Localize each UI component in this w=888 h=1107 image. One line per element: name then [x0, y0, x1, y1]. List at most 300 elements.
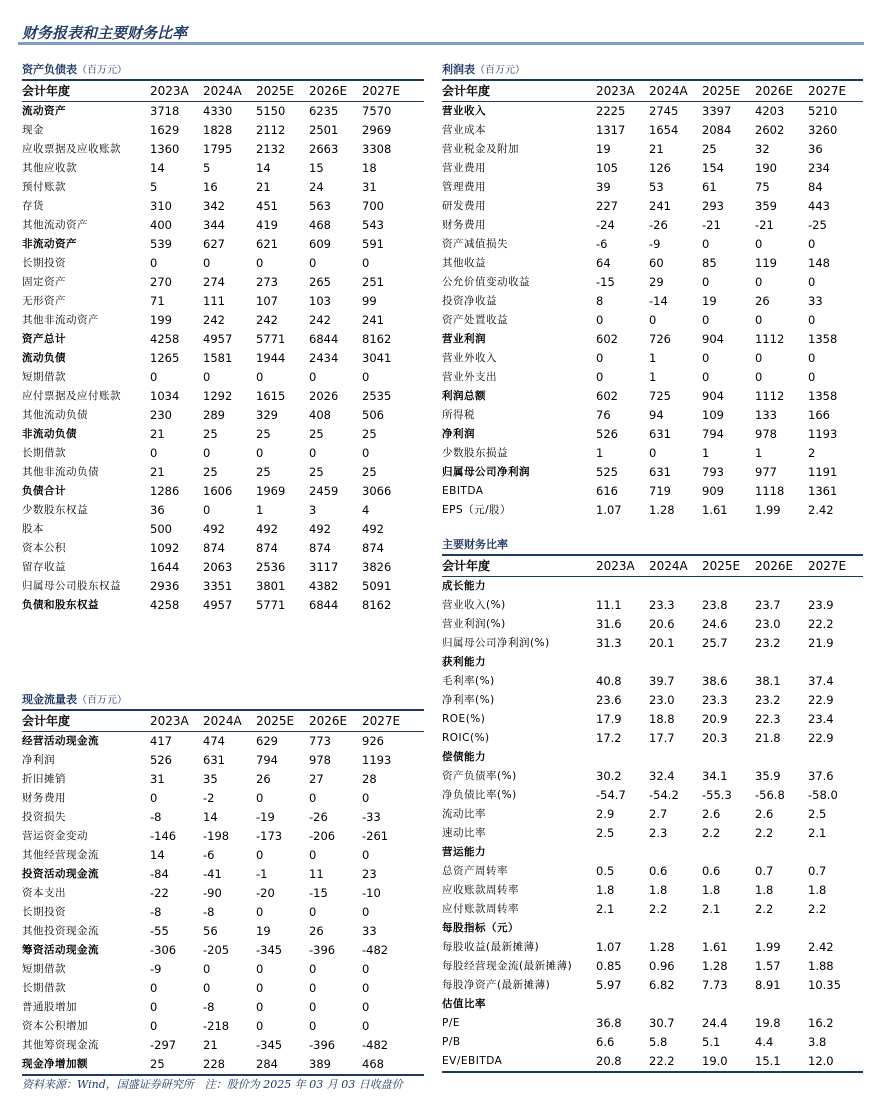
cell-value: -8: [203, 1000, 215, 1014]
row-label: 资产减值损失: [442, 238, 508, 250]
cell-value: 0: [309, 1019, 317, 1033]
cell-value: 2.9: [596, 807, 615, 821]
cell-value: 2084: [702, 123, 732, 137]
cell-value: 629: [256, 734, 278, 748]
cell-value: -8: [203, 905, 215, 919]
ratios-header-row: [442, 555, 863, 577]
row-label: 归属母公司股东权益: [22, 580, 121, 592]
cell-value: 35: [203, 772, 218, 786]
row-label: 其他筹资现金流: [22, 1039, 99, 1051]
cell-value: 2969: [362, 123, 392, 137]
cell-value: 3.8: [808, 1035, 827, 1049]
table-row: [442, 425, 863, 444]
row-label: 长期借款: [22, 447, 66, 459]
cell-value: -21: [702, 218, 721, 232]
table-row: [442, 1014, 863, 1033]
cell-value: 15: [309, 161, 324, 175]
cell-value: 0: [256, 256, 264, 270]
table-row: [22, 235, 424, 254]
cell-value: 539: [150, 237, 172, 251]
row-label: 营业收入: [442, 105, 486, 117]
cell-value: 0: [256, 791, 264, 805]
cell-value: [596, 995, 649, 1014]
column-header-label: 会计年度: [22, 80, 150, 102]
cell-value: 4.4: [755, 1035, 774, 1049]
row-label: 归属母公司净利润(%): [442, 637, 550, 649]
cell-value: 0: [649, 313, 657, 327]
table-row: [442, 881, 863, 900]
cell-value: 31.3: [596, 636, 622, 650]
cell-value: [649, 995, 702, 1014]
cell-value: 2535: [362, 389, 392, 403]
table-row: [22, 444, 424, 463]
table-row: [442, 235, 863, 254]
cell-value: 3801: [256, 579, 286, 593]
table-row: [22, 558, 424, 577]
cell-value: 23.2: [755, 636, 781, 650]
cell-value: 0.6: [649, 864, 668, 878]
cell-value: 105: [596, 161, 618, 175]
cell-value: -15: [309, 886, 328, 900]
cell-value: 17.2: [596, 731, 622, 745]
cell-value: [808, 843, 863, 862]
cell-value: 25: [362, 427, 377, 441]
cell-value: 0: [362, 370, 370, 384]
cell-value: 492: [256, 522, 278, 536]
table-row: [442, 121, 863, 140]
cell-value: -19: [256, 810, 275, 824]
column-header-year: 2027E: [362, 710, 424, 732]
row-label: 净利润: [442, 428, 475, 440]
row-label: 营运资金变动: [22, 830, 88, 842]
cell-value: 468: [309, 218, 331, 232]
cell-value: 21: [649, 142, 664, 156]
cell-value: 631: [649, 427, 671, 441]
cell-value: -2: [203, 791, 215, 805]
table-row: [442, 995, 863, 1014]
row-label: 少数股东损益: [442, 447, 508, 459]
cell-value: 0: [362, 446, 370, 460]
table-row: [22, 751, 424, 770]
cell-value: 1034: [150, 389, 180, 403]
cell-value: 19: [256, 924, 271, 938]
table-row: [442, 178, 863, 197]
cell-value: 344: [203, 218, 225, 232]
cell-value: 0: [256, 370, 264, 384]
table-row: [22, 197, 424, 216]
cell-value: [808, 995, 863, 1014]
table-row: [442, 843, 863, 862]
cell-value: [702, 995, 755, 1014]
table-row: [442, 501, 863, 520]
cell-value: 2.7: [649, 807, 668, 821]
cell-value: 11: [309, 867, 324, 881]
income-statement-title: [442, 61, 863, 79]
cell-value: -297: [150, 1038, 177, 1052]
cell-value: 23.9: [808, 598, 834, 612]
column-header-year: 2027E: [362, 80, 424, 102]
table-row: [442, 615, 863, 634]
row-label: 少数股东权益: [22, 504, 88, 516]
cell-value: 0: [702, 370, 710, 384]
income-statement-title-text: 利润表: [442, 63, 475, 76]
cell-value: 1969: [256, 484, 286, 498]
cell-value: -205: [203, 943, 230, 957]
cell-value: 408: [309, 408, 331, 422]
cell-value: 0: [755, 351, 763, 365]
cell-value: -482: [362, 1038, 389, 1052]
table-row: [22, 903, 424, 922]
cell-value: 0: [362, 962, 370, 976]
cell-value: 1292: [203, 389, 233, 403]
row-label: 其他流动资产: [22, 219, 88, 231]
cell-value: 23.3: [649, 598, 675, 612]
cell-value: -345: [256, 1038, 283, 1052]
row-label: 估值比率: [442, 998, 486, 1010]
cell-value: 874: [309, 541, 331, 555]
table-row: [22, 311, 424, 330]
cell-value: 103: [309, 294, 331, 308]
cell-value: 22.2: [808, 617, 834, 631]
cell-value: 0: [256, 1000, 264, 1014]
table-row: [22, 254, 424, 273]
cell-value: -396: [309, 1038, 336, 1052]
cell-value: 25: [309, 465, 324, 479]
balance-sheet-unit: （百万元）: [77, 65, 127, 76]
cell-value: 2.2: [649, 902, 668, 916]
cell-value: 474: [203, 734, 225, 748]
cell-value: 977: [755, 465, 777, 479]
cell-value: 39.7: [649, 674, 675, 688]
row-label: 现金: [22, 124, 44, 136]
table-row: [22, 159, 424, 178]
row-label: 净利率(%): [442, 694, 495, 706]
cell-value: 25: [362, 465, 377, 479]
cell-value: 23.7: [755, 598, 781, 612]
table-row: [442, 900, 863, 919]
cell-value: -56.8: [755, 788, 785, 802]
table-row: [442, 957, 863, 976]
cell-value: 37.4: [808, 674, 834, 688]
cell-value: -10: [362, 886, 381, 900]
cell-value: 251: [362, 275, 384, 289]
cell-value: 5771: [256, 598, 286, 612]
cell-value: 5.1: [702, 1035, 721, 1049]
table-row: [22, 349, 424, 368]
cell-value: -218: [203, 1019, 230, 1033]
cell-value: 19: [702, 294, 717, 308]
cell-value: 25: [702, 142, 717, 156]
cell-value: -198: [203, 829, 230, 843]
column-header-year: 2024A: [203, 710, 256, 732]
table-row: [22, 463, 424, 482]
table-row: [22, 368, 424, 387]
row-label: 财务费用: [22, 792, 66, 804]
row-label: ROIC(%): [442, 732, 490, 744]
column-header-label: 会计年度: [442, 555, 596, 577]
table-row: [22, 846, 424, 865]
column-header-year: 2027E: [808, 555, 863, 577]
cell-value: [702, 843, 755, 862]
column-header-year: 2024A: [649, 555, 702, 577]
cell-value: 21: [256, 180, 271, 194]
cell-value: 25: [256, 465, 271, 479]
column-header-year: 2025E: [702, 80, 755, 102]
table-row: [442, 311, 863, 330]
cell-value: -8: [150, 810, 162, 824]
row-label: 投资活动现金流: [22, 868, 99, 880]
cell-value: [755, 995, 808, 1014]
cell-value: 1.07: [596, 503, 622, 517]
cell-value: 21: [150, 427, 165, 441]
cell-value: 11.1: [596, 598, 622, 612]
cell-value: 631: [649, 465, 671, 479]
row-label: 毛利率(%): [442, 675, 495, 687]
table-row: [22, 330, 424, 349]
cell-value: 21: [150, 465, 165, 479]
cell-value: 417: [150, 734, 172, 748]
cell-value: 1654: [649, 123, 679, 137]
cell-value: 0: [755, 237, 763, 251]
cell-value: 0: [309, 848, 317, 862]
cell-value: 5091: [362, 579, 392, 593]
cell-value: 2434: [309, 351, 339, 365]
cell-value: 5.97: [596, 978, 622, 992]
cell-value: 2112: [256, 123, 286, 137]
cell-value: 16.2: [808, 1016, 834, 1030]
cell-value: 5: [150, 180, 158, 194]
cell-value: 126: [649, 161, 671, 175]
row-label: 现金净增加额: [22, 1055, 150, 1075]
cell-value: 2.1: [702, 902, 721, 916]
cell-value: 7.73: [702, 978, 728, 992]
cell-value: -33: [362, 810, 381, 824]
cell-value: 61: [702, 180, 717, 194]
table-row: [442, 748, 863, 767]
cashflow-section: [22, 691, 424, 1076]
cell-value: 76: [596, 408, 611, 422]
cell-value: 2.1: [596, 902, 615, 916]
cell-value: 0.7: [755, 864, 774, 878]
cell-value: 0: [203, 503, 211, 517]
cell-value: 616: [596, 484, 618, 498]
cell-value: [808, 919, 863, 938]
cell-value: 2132: [256, 142, 286, 156]
row-label: 营业成本: [442, 124, 486, 136]
cell-value: -22: [150, 886, 169, 900]
cell-value: 909: [702, 484, 724, 498]
cell-value: 31: [362, 180, 377, 194]
cell-value: 25.7: [702, 636, 728, 650]
row-label: 折旧摊销: [22, 773, 66, 785]
cell-value: 293: [702, 199, 724, 213]
cell-value: 0: [150, 256, 158, 270]
cell-value: 5210: [808, 104, 838, 118]
cell-value: 21.9: [808, 636, 834, 650]
cell-value: 274: [203, 275, 225, 289]
cell-value: 1: [596, 446, 604, 460]
cell-value: 5771: [256, 332, 286, 346]
row-label: 财务费用: [442, 219, 486, 231]
cell-value: 725: [649, 389, 671, 403]
cell-value: [702, 919, 755, 938]
cell-value: 0: [362, 1000, 370, 1014]
cell-value: 0: [256, 1019, 264, 1033]
cell-value: 0: [150, 446, 158, 460]
table-row: [442, 919, 863, 938]
cell-value: 5: [203, 161, 211, 175]
cell-value: 18.8: [649, 712, 675, 726]
column-header-year: 2024A: [203, 80, 256, 102]
cell-value: 0: [150, 981, 158, 995]
row-label: 留存收益: [22, 561, 66, 573]
column-header-year: 2026E: [755, 80, 808, 102]
cell-value: 31.6: [596, 617, 622, 631]
table-row: [442, 387, 863, 406]
cell-value: 1317: [596, 123, 626, 137]
cell-value: 230: [150, 408, 172, 422]
cell-value: 84: [808, 180, 823, 194]
cell-value: 0: [755, 275, 763, 289]
cell-value: 0: [309, 905, 317, 919]
row-label: EV/EBITDA: [442, 1052, 596, 1072]
row-label: 净利润: [22, 754, 55, 766]
cell-value: 1112: [755, 332, 785, 346]
row-label: 获利能力: [442, 656, 486, 668]
cell-value: 166: [808, 408, 830, 422]
cell-value: 19: [596, 142, 611, 156]
row-label: 短期借款: [22, 371, 66, 383]
table-row: [22, 482, 424, 501]
balance-sheet-title: [22, 61, 424, 79]
cell-value: 33: [808, 294, 823, 308]
cell-value: 400: [150, 218, 172, 232]
row-label: ROE(%): [442, 713, 486, 725]
table-row: [22, 732, 424, 752]
cell-value: 0: [755, 313, 763, 327]
row-label: 应收票据及应收账款: [22, 143, 121, 155]
cell-value: 1191: [808, 465, 838, 479]
cell-value: [755, 919, 808, 938]
row-label: 营运能力: [442, 846, 486, 858]
table-row: [22, 292, 424, 311]
table-row: [442, 140, 863, 159]
cell-value: [649, 748, 702, 767]
cell-value: 1: [649, 351, 657, 365]
cell-value: -8: [150, 905, 162, 919]
cell-value: 25: [150, 1055, 203, 1075]
cell-value: 2.42: [808, 503, 834, 517]
cell-value: 506: [362, 408, 384, 422]
cell-value: 241: [649, 199, 671, 213]
cell-value: 3041: [362, 351, 392, 365]
cell-value: 2.6: [702, 807, 721, 821]
row-label: 长期投资: [22, 906, 66, 918]
cell-value: 1361: [808, 484, 838, 498]
cell-value: 0: [203, 962, 211, 976]
cell-value: 1944: [256, 351, 286, 365]
table-row: [22, 273, 424, 292]
cell-value: 22.9: [808, 693, 834, 707]
cell-value: 627: [203, 237, 225, 251]
cell-value: 265: [309, 275, 331, 289]
cell-value: 0: [309, 1000, 317, 1014]
column-header-year: 2023A: [150, 80, 203, 102]
income-statement-section: [442, 61, 863, 520]
row-label: 资产负债率(%): [442, 770, 517, 782]
cell-value: 2.2: [755, 826, 774, 840]
balance-header-row: [22, 80, 424, 102]
cell-value: 591: [362, 237, 384, 251]
cell-value: 1.88: [808, 959, 834, 973]
cell-value: 6.6: [596, 1035, 615, 1049]
cell-value: 1.57: [755, 959, 781, 973]
column-header-year: 2023A: [150, 710, 203, 732]
page-title: 财务报表和主要财务比率: [22, 24, 188, 42]
cell-value: 32.4: [649, 769, 675, 783]
cell-value: 1360: [150, 142, 180, 156]
cell-value: 32: [755, 142, 770, 156]
cell-value: 978: [755, 427, 777, 441]
cell-value: -345: [256, 943, 283, 957]
cell-value: 1606: [203, 484, 233, 498]
table-row: [22, 1017, 424, 1036]
cell-value: 190: [755, 161, 777, 175]
table-row: [442, 349, 863, 368]
cell-value: 0: [256, 446, 264, 460]
cell-value: -20: [256, 886, 275, 900]
cell-value: 1.8: [596, 883, 615, 897]
column-header-label: 会计年度: [442, 80, 596, 102]
cell-value: 0: [362, 848, 370, 862]
row-label: 应付账款周转率: [442, 903, 519, 915]
cell-value: 3351: [203, 579, 233, 593]
row-label: 投资损失: [22, 811, 66, 823]
cell-value: 3117: [309, 560, 339, 574]
cell-value: 342: [203, 199, 225, 213]
row-label: 负债合计: [22, 485, 66, 497]
cell-value: -54.7: [596, 788, 626, 802]
cell-value: 1.61: [702, 503, 728, 517]
table-row: [22, 960, 424, 979]
cell-value: 19.8: [755, 1016, 781, 1030]
ratios-title-text: 主要财务比率: [442, 538, 508, 551]
row-label: 资产处置收益: [442, 314, 508, 326]
cell-value: 0: [702, 351, 710, 365]
cell-value: 23.3: [702, 693, 728, 707]
cell-value: 19.0: [702, 1052, 755, 1072]
cell-value: 793: [702, 465, 724, 479]
cell-value: 242: [256, 313, 278, 327]
row-label: 净负债比率(%): [442, 789, 517, 801]
table-row: [22, 140, 424, 159]
cell-value: [702, 748, 755, 767]
cell-value: 284: [256, 1055, 309, 1075]
cell-value: 874: [203, 541, 225, 555]
cell-value: 1581: [203, 351, 233, 365]
cell-value: 1092: [150, 541, 180, 555]
cell-value: [808, 577, 863, 597]
title-divider: [18, 42, 864, 45]
row-label: 每股收益(最新摊薄): [442, 941, 540, 953]
cell-value: -306: [150, 943, 177, 957]
cell-value: 1265: [150, 351, 180, 365]
cell-value: 28: [362, 772, 377, 786]
cell-value: 0: [150, 370, 158, 384]
table-row: [442, 577, 863, 597]
cell-value: 4: [362, 503, 370, 517]
cell-value: 2063: [203, 560, 233, 574]
